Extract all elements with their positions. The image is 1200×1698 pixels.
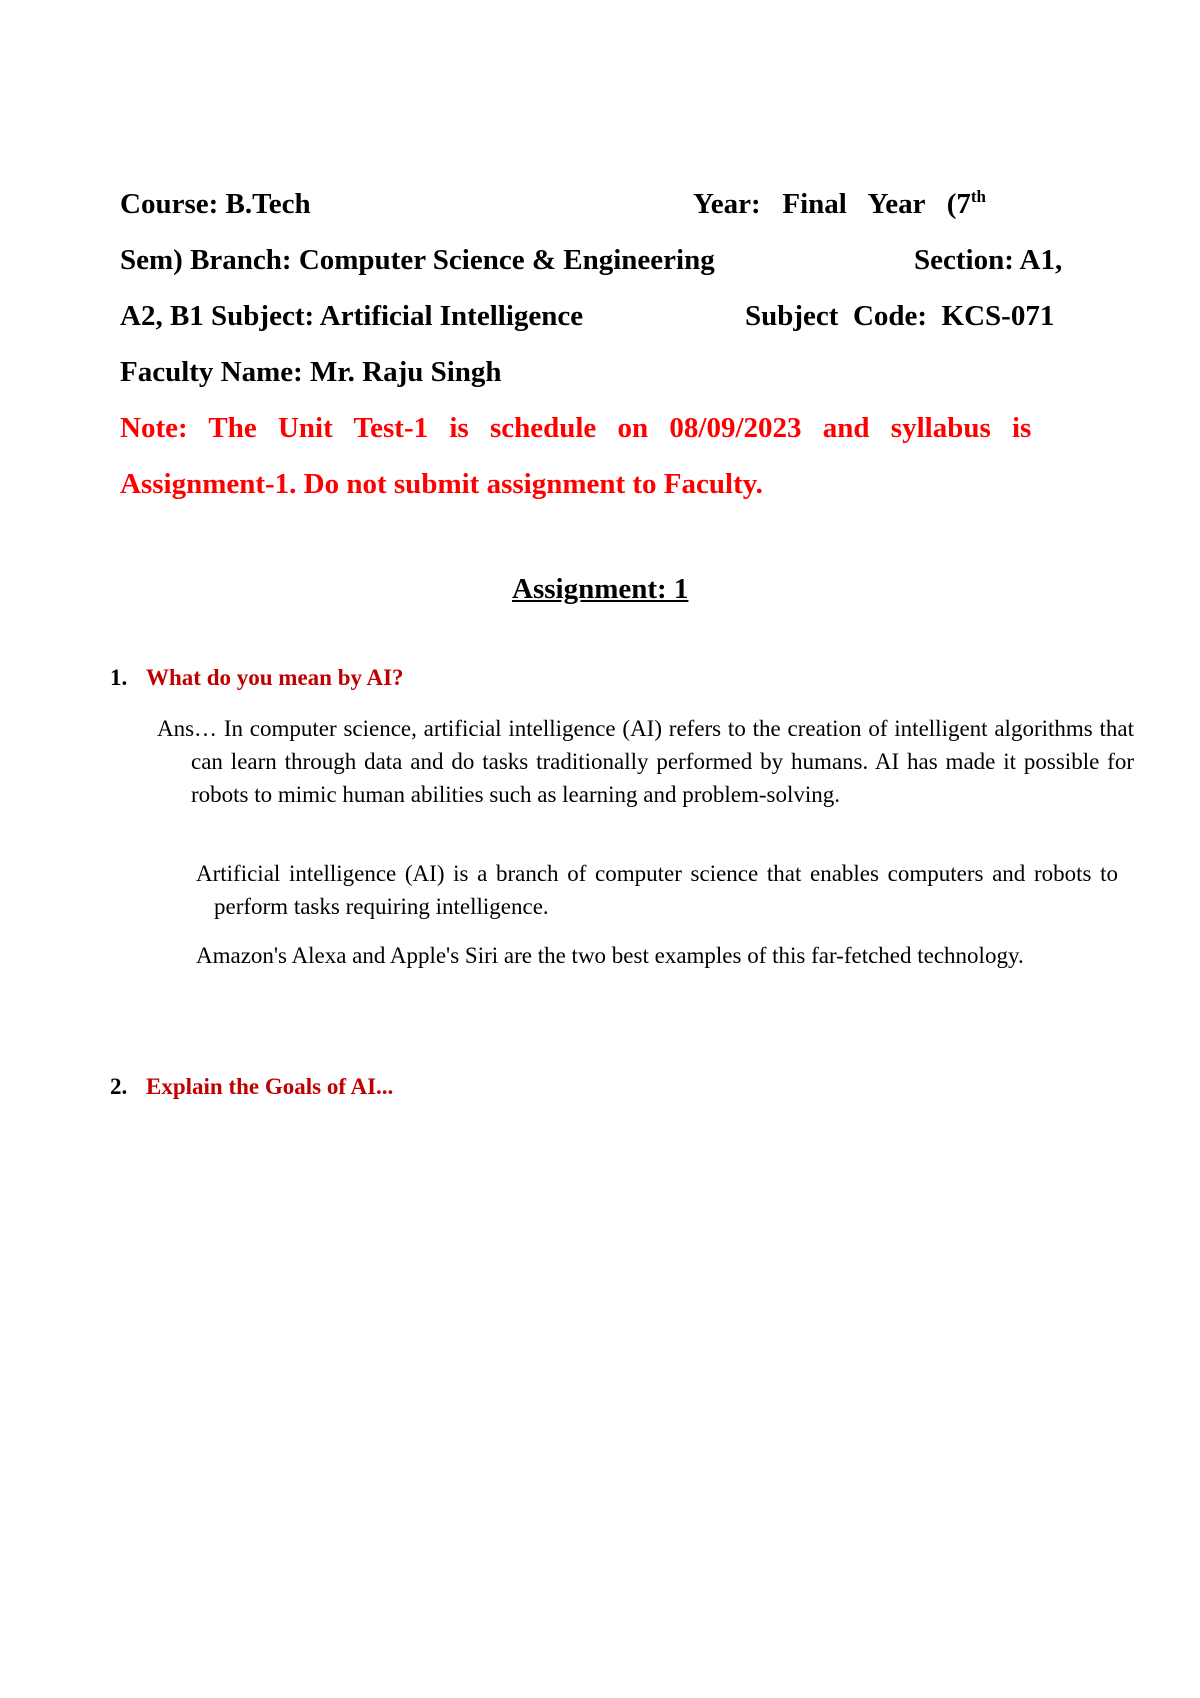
subject-label: A2, B1 Subject: Artificial Intelligence xyxy=(120,300,584,332)
course-year-line xyxy=(120,186,1085,222)
year-label: Year: Final Year (7th xyxy=(693,187,986,220)
question-number: 1. xyxy=(110,665,128,690)
question-number: 2. xyxy=(110,1074,128,1099)
branch-label: Sem) Branch: Computer Science & Engineering xyxy=(120,244,715,276)
note-line-1: Note: The Unit Test-1 is schedule on 08/09/2023 and syllabus is xyxy=(120,412,1032,444)
course-label: Course: B.Tech xyxy=(120,188,311,220)
faculty-label: Faculty Name: Mr. Raju Singh xyxy=(120,356,502,388)
assignment-title: Assignment: 1 xyxy=(512,573,689,605)
question-text: Explain the Goals of AI... xyxy=(146,1074,394,1099)
answer-paragraph-2: Artificial intelligence (AI) is a branch of computer science that enables computers and robots to perform tasks requiring intelligence. xyxy=(196,861,1118,919)
note-line-2: Assignment-1. Do not submit assignment to Faculty. xyxy=(120,468,763,500)
subject-code-label: Subject Code: KCS-071 xyxy=(745,300,1055,332)
answer-paragraph-1: Ans… In computer science, artificial intelligence (AI) refers to the creation of intelligent algorithms that can learn through data and do tasks traditionally performed by humans. AI has made it possible for robots to mimic human abilities such as learning and problem-solving. xyxy=(157,716,1134,807)
section-label: Section: A1, xyxy=(914,244,1063,276)
question-text: What do you mean by AI? xyxy=(146,665,404,690)
subject-line xyxy=(120,298,1085,334)
branch-section-line xyxy=(120,242,1085,278)
question-2 xyxy=(110,1073,393,1101)
question-1 xyxy=(110,664,404,692)
answer-paragraph-3: Amazon's Alexa and Apple's Siri are the two best examples of this far-fetched technology. xyxy=(196,943,1024,968)
year-superscript: th xyxy=(970,187,986,206)
faculty-line xyxy=(120,354,1085,390)
